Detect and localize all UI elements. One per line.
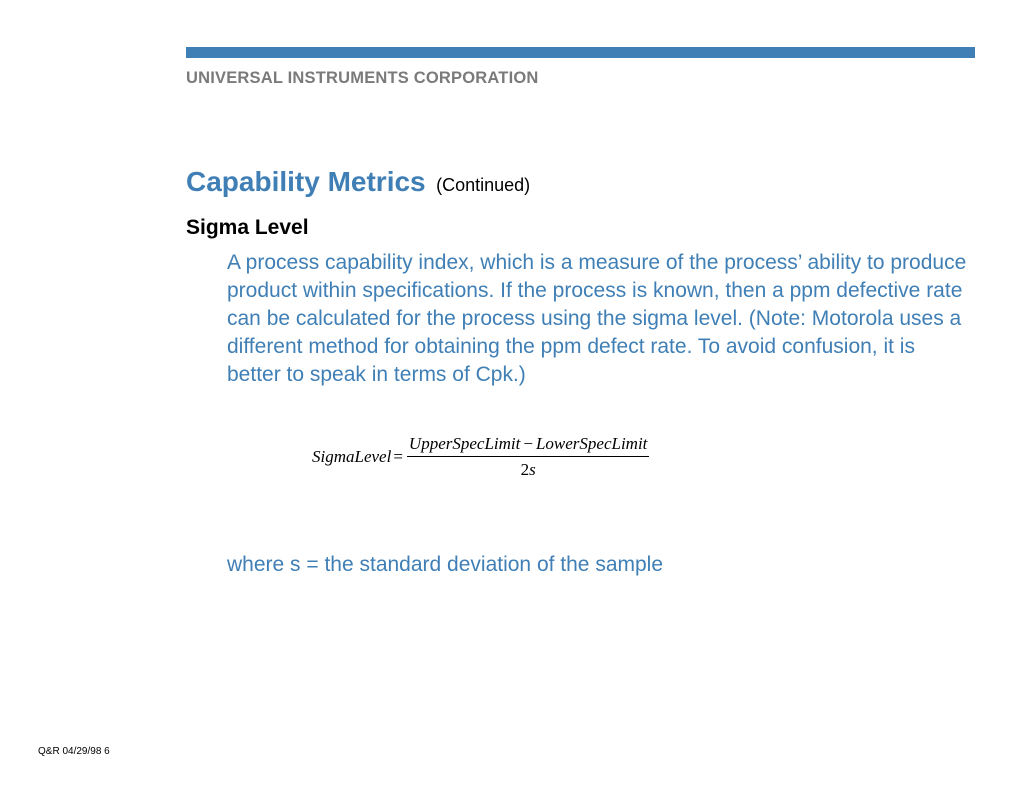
formula-lhs: SigmaLevel — [312, 447, 392, 466]
numerator-minus: − — [523, 434, 533, 453]
company-name: UNIVERSAL INSTRUMENTS CORPORATION — [186, 69, 539, 87]
formula-legend: where s = the standard deviation of the sample — [227, 553, 664, 576]
numerator-lower-spec-limit: LowerSpecLimit — [535, 434, 648, 453]
denominator-variable: s — [529, 460, 536, 479]
slide-title-suffix: (Continued) — [436, 175, 531, 195]
slide-title-row — [186, 166, 530, 198]
slide-title: Capability Metrics — [186, 166, 426, 197]
slide-footer: Q&R 04/29/98 6 — [38, 746, 110, 757]
section-heading: Sigma Level — [186, 216, 309, 239]
formula-fraction — [407, 434, 649, 480]
sigma-level-formula — [312, 434, 649, 480]
description-paragraph: A process capability index, which is a measure of the process’ ability to produce product within specifications. If the process is known, then a ppm defective rate can be calculated for the process using the sigma level. (Note: Motorola uses a different method for obtaining the ppm defect rate. To avoid confusion, it is better to speak in terms of Cpk.) — [227, 251, 967, 386]
formula-denominator — [521, 457, 536, 480]
formula-numerator — [407, 434, 649, 457]
denominator-number: 2 — [520, 460, 530, 479]
header-bar — [186, 47, 975, 58]
formula-equals: = — [393, 447, 403, 466]
numerator-upper-spec-limit: UpperSpecLimit — [408, 434, 521, 453]
